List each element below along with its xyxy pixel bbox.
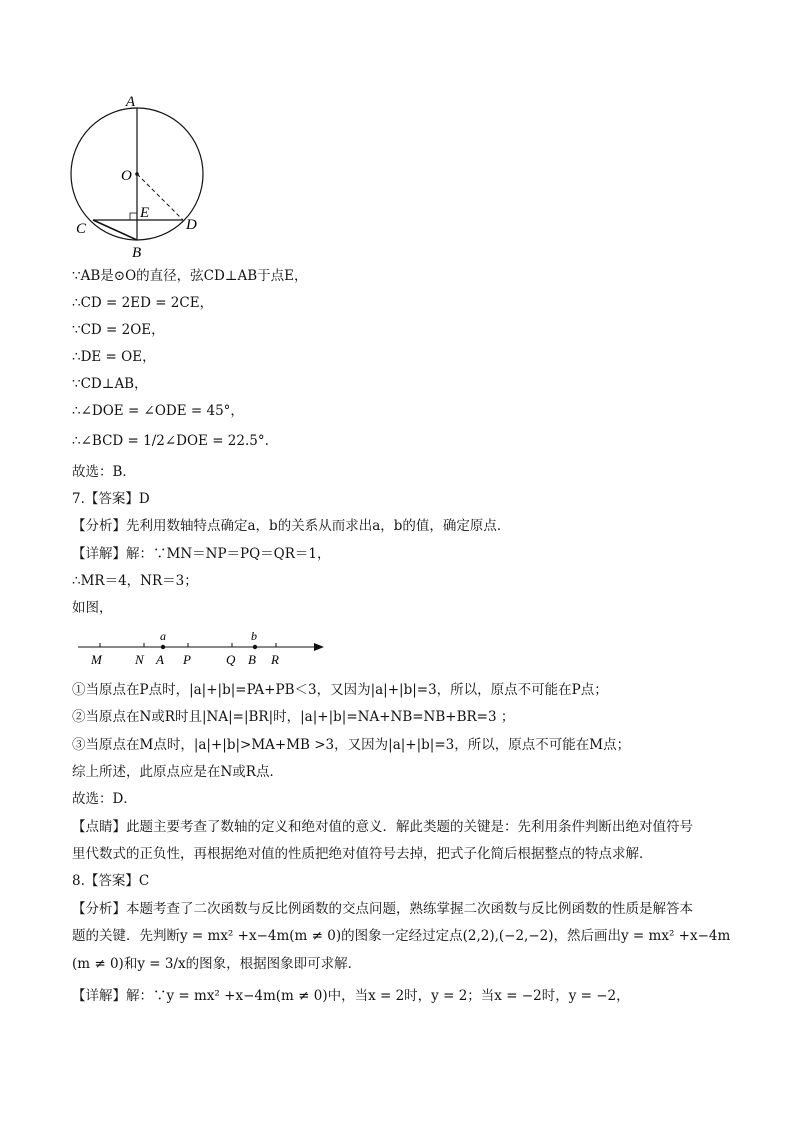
label-o: O — [121, 168, 132, 184]
text-line: 故选：B． — [72, 464, 136, 480]
label-d: D — [186, 217, 197, 233]
label-q: Q — [226, 652, 236, 667]
text-line: 【分析】先利用数轴特点确定a，b的关系从而求出a，b的值，确定原点． — [72, 518, 511, 534]
center-point — [135, 172, 139, 176]
label-c: C — [76, 221, 87, 237]
label-a-point: A — [156, 652, 164, 667]
text-line: 【详解】解：∵MN＝NP＝PQ＝QR＝1， — [72, 546, 331, 562]
right-angle-mark — [130, 213, 137, 220]
text-line: 【点睛】此题主要考查了数轴的定义和绝对值的意义．解此类题的关键是：先利用条件判断出绝对值符号 — [72, 819, 693, 835]
text-line: ③当原点在M点时，|a|+|b|>MA+MB >3，又因为|a|+|b|=3，所以，原点不可能在M点； — [72, 737, 631, 753]
text-line: ∵CD⊥AB， — [72, 376, 148, 392]
text-line: 故选：D． — [72, 791, 137, 807]
text-line: ∵AB是⊙O的直径，弦CD⊥AB于点E， — [72, 268, 308, 284]
text-line: ∴CD = 2ED = 2CE， — [72, 295, 214, 311]
label-e: E — [140, 205, 150, 221]
text-line: ∴DE = OE， — [72, 349, 156, 365]
label-p: P — [183, 652, 191, 667]
point-a — [161, 645, 165, 649]
text-line: 【详解】解：∵y = mx² +x−4m(m ≠ 0)中，当x = 2时，y = 2；当x = −2时，y = −2， — [72, 988, 630, 1004]
point-b — [253, 645, 257, 649]
label-n: N — [135, 652, 144, 667]
text-line: 8.【答案】C — [72, 873, 150, 889]
text-line: ∴MR＝4，NR＝3； — [72, 573, 198, 589]
text-line: 【分析】本题考查了二次函数与反比例函数的交点问题，熟练掌握二次函数与反比例函数的性质是解答本 — [72, 901, 693, 917]
label-lower-a: a — [160, 629, 166, 643]
label-a: A — [125, 94, 135, 110]
text-line: 如图， — [72, 600, 113, 616]
circle-diagram — [66, 90, 216, 265]
text-line: (m ≠ 0)和y = 3/x的图象，根据图象即可求解． — [72, 956, 362, 972]
text-line: 里代数式的正负性，再根据绝对值的性质把绝对值符号去掉，把式子化简后根据整点的特点求解． — [72, 846, 653, 862]
axis-arrow — [314, 643, 324, 651]
text-line: ②当原点在N或R时且|NA|=|BR|时，|a|+|b|=NA+NB=NB+BR=3 ； — [72, 709, 515, 725]
label-r: R — [271, 652, 279, 667]
text-line: ∵CD = 2OE， — [72, 322, 165, 338]
label-b: B — [132, 245, 142, 261]
text-line: 题的关键．先判断y = mx² +x−4m(m ≠ 0)的图象一定经过定点(2,2),(−2,−2)，然后画出y = mx² +x−4m — [72, 928, 731, 944]
label-b-point: B — [248, 652, 256, 667]
text-line: ∴∠DOE = ∠ODE = 45°， — [72, 403, 244, 419]
text-line: ∴∠BCD = 1/2∠DOE = 22.5°. — [72, 433, 269, 449]
label-lower-b: b — [251, 629, 257, 643]
text-line: 7.【答案】D — [72, 491, 150, 507]
text-line: ①当原点在P点时，|a|+|b|=PA+PB＜3，又因为|a|+|b|=3，所以，原点不可能在P点； — [72, 682, 608, 698]
number-line — [72, 628, 334, 670]
label-m: M — [91, 652, 102, 667]
text-line: 综上所述，此原点应是在N或R点． — [72, 764, 283, 780]
segment-cb — [93, 220, 137, 240]
